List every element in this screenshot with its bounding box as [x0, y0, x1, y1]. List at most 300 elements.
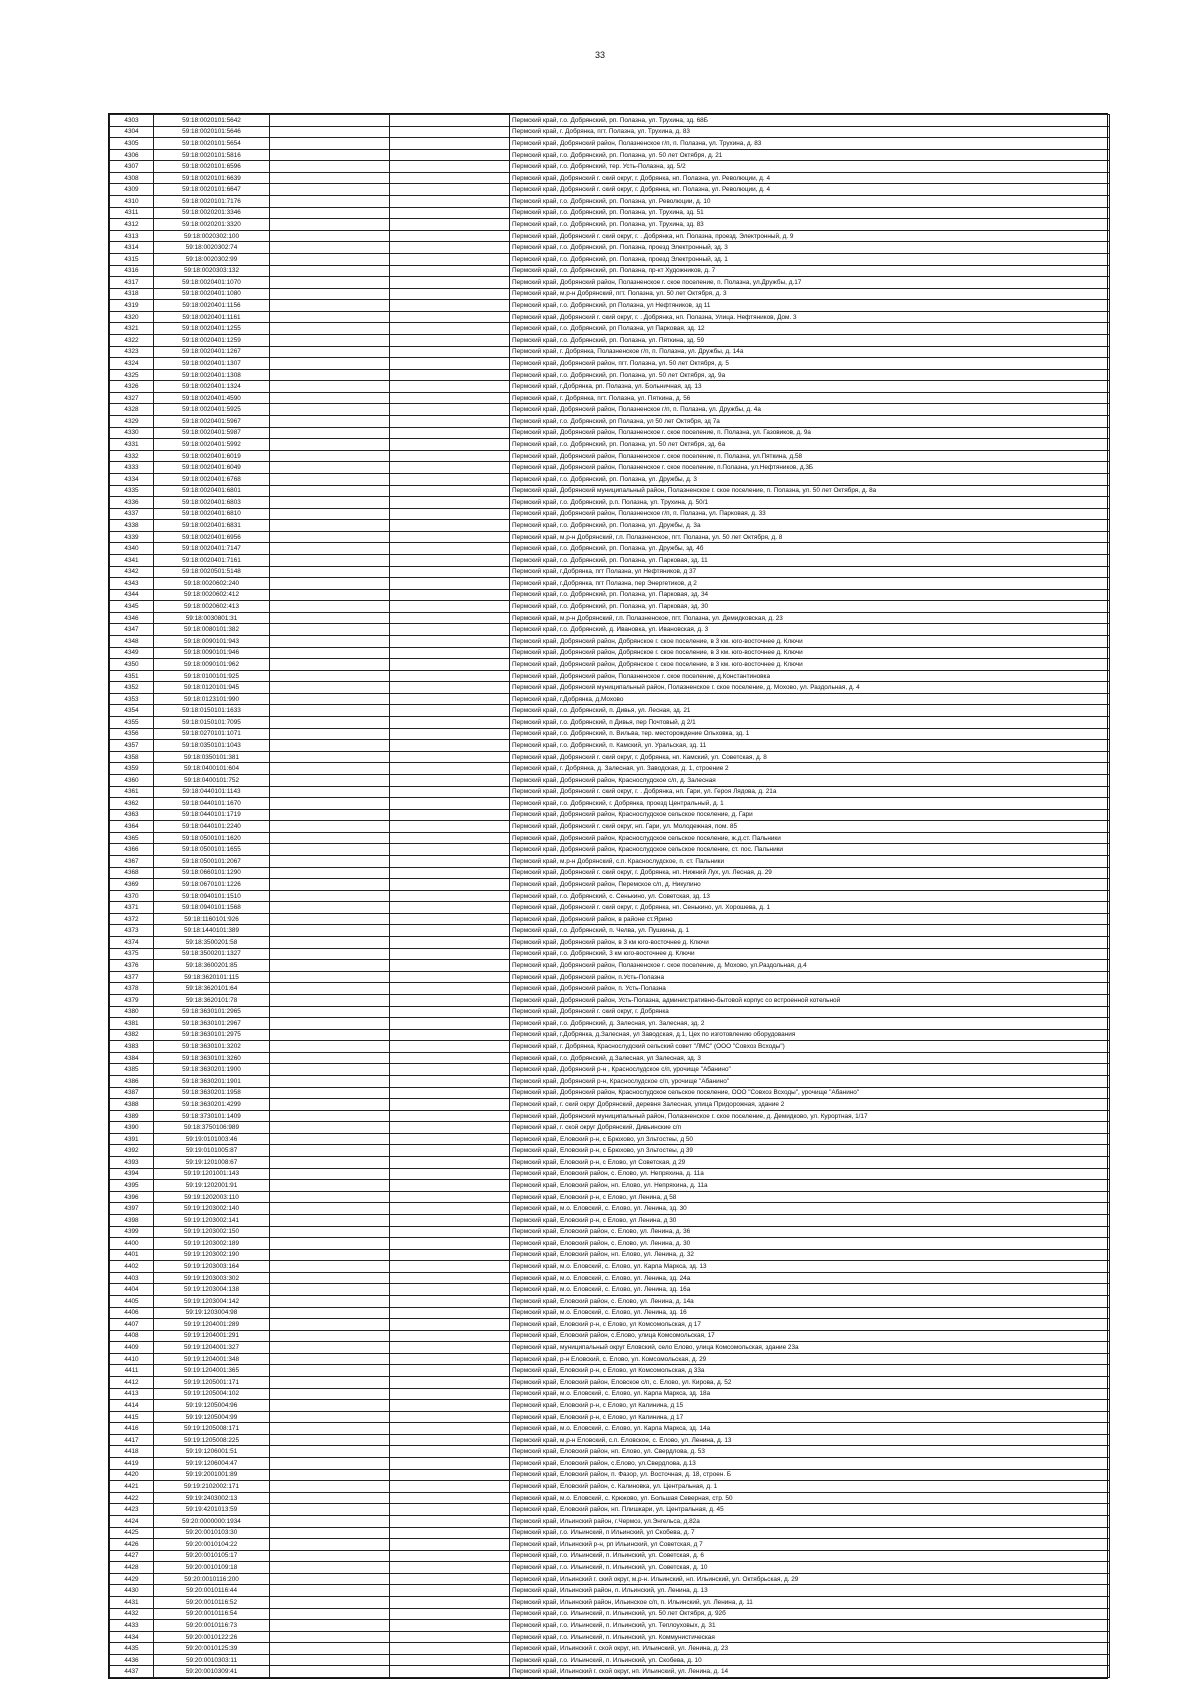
row-number: 4381: [110, 1018, 154, 1030]
row-number: 4348: [110, 636, 154, 648]
empty-cell: [270, 890, 390, 902]
address: Пермский край, г.о. Добрянский, п. Челва, ул. Пушкина, д. 1: [510, 925, 1110, 937]
empty-cell: [270, 1157, 390, 1169]
row-number: 4399: [110, 1226, 154, 1238]
row-number: 4363: [110, 809, 154, 821]
empty-cell: [270, 1214, 390, 1226]
empty-cell: [270, 994, 390, 1006]
empty-cell: [270, 1481, 390, 1493]
cadastral-number: 59:18:0020401:7161: [154, 554, 270, 566]
address: Пермский край, Добрянский г. ский округ, г. . Добрянка, нп. Полазна, Улица. Нефтяников, Дом. 3: [510, 311, 1110, 323]
empty-cell: [390, 334, 510, 346]
empty-cell: [390, 636, 510, 648]
empty-cell: [390, 1504, 510, 1516]
table-row: [110, 879, 1110, 891]
row-number: 4397: [110, 1203, 154, 1215]
empty-cell: [390, 1608, 510, 1620]
cadastral-number: 59:18:0020401:1255: [154, 323, 270, 335]
table-row: [110, 682, 1110, 694]
table-row: [110, 717, 1110, 729]
row-number: 4400: [110, 1238, 154, 1250]
row-number: 4424: [110, 1515, 154, 1527]
address: Пермский край, Добрянский р-н , Краснослудское с/п, урочище "Абанино": [510, 1064, 1110, 1076]
empty-cell: [270, 751, 390, 763]
empty-cell: [270, 1272, 390, 1284]
cadastral-number: 59:18:0440101:1670: [154, 798, 270, 810]
cadastral-number: 59:18:3630101:2965: [154, 1006, 270, 1018]
address: Пермский край, г.о. Добрянский, г. Добрянка, проезд Центральный, д. 1: [510, 798, 1110, 810]
empty-cell: [390, 740, 510, 752]
address: Пермский край, г.о. Добрянский, рп. Полазна, проезд Электронный, зд. 1: [510, 253, 1110, 265]
empty-cell: [390, 1122, 510, 1134]
table-row: [110, 983, 1110, 995]
empty-cell: [270, 358, 390, 370]
cadastral-number: 59:18:0500101:2067: [154, 856, 270, 868]
table-row: [110, 589, 1110, 601]
cadastral-number: 59:18:0020401:4590: [154, 392, 270, 404]
empty-cell: [270, 1064, 390, 1076]
row-number: 4419: [110, 1458, 154, 1470]
row-number: 4321: [110, 323, 154, 335]
address: Пермский край, Добрянский район, Краснослудское сельское поселение, ООО "Совхоз Всходы", урочище "Абанино": [510, 1087, 1110, 1099]
row-number: 4415: [110, 1411, 154, 1423]
cadastral-number: 59:18:0123101:990: [154, 693, 270, 705]
cadastral-number: 59:18:0500101:1655: [154, 844, 270, 856]
empty-cell: [390, 1075, 510, 1087]
table-row: [110, 948, 1110, 960]
table-row: [110, 358, 1110, 370]
empty-cell: [390, 774, 510, 786]
row-number: 4362: [110, 798, 154, 810]
address: Пермский край, Еловский район, нп. Елово, ул. Свердлова, д. 53: [510, 1446, 1110, 1458]
table-row: [110, 230, 1110, 242]
cadastral-number: 59:19:1204001:327: [154, 1342, 270, 1354]
empty-cell: [270, 196, 390, 208]
empty-cell: [270, 149, 390, 161]
table-row: [110, 1226, 1110, 1238]
row-number: 4432: [110, 1608, 154, 1620]
empty-cell: [270, 1515, 390, 1527]
address: Пермский край, Добрянский муниципальный район, Полазненское г. ское поселение, д. Демидково, ул. Курортная, 1/17: [510, 1110, 1110, 1122]
cadastral-number: 59:19:1203004:98: [154, 1307, 270, 1319]
empty-cell: [390, 1238, 510, 1250]
cadastral-number: 59:18:1440101:389: [154, 925, 270, 937]
address: Пермский край, г.о. Добрянский, с. Сенькино, ул. Советская, зд. 13: [510, 890, 1110, 902]
cadastral-number: 59:18:0020401:5987: [154, 427, 270, 439]
table-row: [110, 1029, 1110, 1041]
address: Пермский край, Еловский р-н, с Брюхово, ул Зльтостеы, д 50: [510, 1133, 1110, 1145]
address: Пермский край, Добрянский район, Добрянское г. ское поселение, в 3 км. юго-восточнее д. Ключи: [510, 659, 1110, 671]
cadastral-number: 59:18:0940101:1568: [154, 902, 270, 914]
cadastral-number: 59:19:1204001:289: [154, 1319, 270, 1331]
empty-cell: [390, 219, 510, 231]
table-row: [110, 774, 1110, 786]
row-number: 4435: [110, 1643, 154, 1655]
row-number: 4421: [110, 1481, 154, 1493]
address: Пермский край, г.о. Добрянский, рп. Полазна, ул. 50 лет Октября, зд. 6а: [510, 439, 1110, 451]
row-number: 4388: [110, 1099, 154, 1111]
empty-cell: [390, 890, 510, 902]
table-row: [110, 1365, 1110, 1377]
empty-cell: [270, 1446, 390, 1458]
row-number: 4402: [110, 1261, 154, 1273]
empty-cell: [390, 161, 510, 173]
table-row: [110, 1515, 1110, 1527]
cadastral-number: 59:20:0010104:22: [154, 1539, 270, 1551]
empty-cell: [270, 601, 390, 613]
cadastral-number: 59:18:3630101:2975: [154, 1029, 270, 1041]
address: Пермский край, Ильинский район, п. Ильинский, ул. Ленина, д. 13: [510, 1585, 1110, 1597]
empty-cell: [390, 138, 510, 150]
cadastral-number: 59:18:0440101:1143: [154, 786, 270, 798]
row-number: 4414: [110, 1400, 154, 1412]
empty-cell: [390, 670, 510, 682]
table-row: [110, 1330, 1110, 1342]
table-row: [110, 520, 1110, 532]
row-number: 4407: [110, 1319, 154, 1331]
cadastral-number: 59:19:1205001:171: [154, 1377, 270, 1389]
cadastral-number: 59:18:3500201:1327: [154, 948, 270, 960]
row-number: 4349: [110, 647, 154, 659]
address: Пермский край, г.о. Добрянский, рп. Полазна, ул. Трухина, зд. 68Б: [510, 115, 1110, 127]
empty-cell: [270, 242, 390, 254]
empty-cell: [390, 1099, 510, 1111]
cadastral-number: 59:18:0020401:1161: [154, 311, 270, 323]
cadastral-number: 59:19:1205008:171: [154, 1423, 270, 1435]
empty-cell: [390, 1446, 510, 1458]
empty-cell: [390, 473, 510, 485]
empty-cell: [270, 1330, 390, 1342]
cadastral-number: 59:20:0010125:39: [154, 1643, 270, 1655]
address: Пермский край, г.о. Добрянский, д. Ивановка, ул. Ивановская, д. 3: [510, 624, 1110, 636]
cadastral-number: 59:18:0020602:413: [154, 601, 270, 613]
empty-cell: [390, 1029, 510, 1041]
empty-cell: [270, 612, 390, 624]
address: Пермский край, р-н Еловский, с. Елово, ул. Комсомольская, д. 29: [510, 1353, 1110, 1365]
cadastral-number: 59:19:0101005:87: [154, 1145, 270, 1157]
empty-cell: [270, 115, 390, 127]
table-row: [110, 1400, 1110, 1412]
empty-cell: [270, 485, 390, 497]
row-number: 4418: [110, 1446, 154, 1458]
row-number: 4346: [110, 612, 154, 624]
address: Пермский край, Добрянский район, пгт. Полазна, ул. 50 лет Октября, д. 5: [510, 358, 1110, 370]
empty-cell: [270, 1597, 390, 1609]
table-row: [110, 867, 1110, 879]
empty-cell: [390, 994, 510, 1006]
empty-cell: [390, 902, 510, 914]
row-number: 4333: [110, 462, 154, 474]
row-number: 4405: [110, 1295, 154, 1307]
empty-cell: [270, 948, 390, 960]
row-number: 4322: [110, 334, 154, 346]
address: Пермский край, Добрянский район, Полазненское г. ское поселение, п.Полазна, ул.Нефтяников, д.3Б: [510, 462, 1110, 474]
table-row: [110, 346, 1110, 358]
row-number: 4398: [110, 1214, 154, 1226]
empty-cell: [270, 1122, 390, 1134]
table-row: [110, 473, 1110, 485]
cadastral-number: 59:18:3630201:4299: [154, 1099, 270, 1111]
empty-cell: [390, 879, 510, 891]
empty-cell: [390, 1168, 510, 1180]
cadastral-number: 59:18:0120101:945: [154, 682, 270, 694]
row-number: 4393: [110, 1157, 154, 1169]
empty-cell: [390, 543, 510, 555]
table-row: [110, 647, 1110, 659]
address: Пермский край, Еловский р-н, с Елово, ул Комсомольская, д 33а: [510, 1365, 1110, 1377]
row-number: 4437: [110, 1666, 154, 1678]
empty-cell: [270, 288, 390, 300]
empty-cell: [390, 1272, 510, 1284]
table-row: [110, 508, 1110, 520]
table-row: [110, 288, 1110, 300]
empty-cell: [270, 1075, 390, 1087]
row-number: 4326: [110, 381, 154, 393]
empty-cell: [270, 450, 390, 462]
table-row: [110, 1168, 1110, 1180]
address: Пермский край, Добрянский район, Добрянское г. ское поселение, в 3 км. юго-восточнее д. Ключи: [510, 647, 1110, 659]
empty-cell: [390, 531, 510, 543]
table-row: [110, 1157, 1110, 1169]
row-number: 4354: [110, 705, 154, 717]
address: Пермский край, г.о. Добрянский, д.Залесная, ул Залесная, зд. 3: [510, 1052, 1110, 1064]
row-number: 4313: [110, 230, 154, 242]
empty-cell: [390, 624, 510, 636]
table-row: [110, 832, 1110, 844]
address: Пермский край, Добрянский район, Краснослудское сельское поселение, д. Гари: [510, 809, 1110, 821]
address: Пермский край, Еловский р-н, с Елово, ул Ленина, д 30: [510, 1214, 1110, 1226]
cadastral-number: 59:19:1203004:138: [154, 1284, 270, 1296]
cadastral-number: 59:19:1205004:99: [154, 1411, 270, 1423]
empty-cell: [390, 693, 510, 705]
cadastral-number: 59:18:0020401:1080: [154, 288, 270, 300]
empty-cell: [390, 1620, 510, 1632]
empty-cell: [390, 427, 510, 439]
address: Пермский край, г. ский округ Добрянский, деревня Залесная, улица Придорожная, здание 2: [510, 1099, 1110, 1111]
address: Пермский край, г. ской округ Добрянский, Дивьинские с/п: [510, 1122, 1110, 1134]
cadastral-number: 59:18:0020303:132: [154, 265, 270, 277]
address: Пермский край, г.о. Добрянский, рп. Полазна, ул. Дружбы, д. 3а: [510, 520, 1110, 532]
empty-cell: [270, 960, 390, 972]
empty-cell: [390, 115, 510, 127]
address: Пермский край, Добрянский район, Полазненское г/п, п. Полазна, ул. Дружбы, д. 4а: [510, 404, 1110, 416]
empty-cell: [390, 196, 510, 208]
address: Пермский край, г.о. Добрянский, рп. Полазна, ул. Революции, д. 10: [510, 196, 1110, 208]
address: Пермский край, г.о. Добрянский, рп Полазна, ул 50 лет Октября, зд 7а: [510, 416, 1110, 428]
empty-cell: [270, 717, 390, 729]
row-number: 4311: [110, 207, 154, 219]
address: Пермский край, Еловский район, с. Елово, ул. Ленина, д. 36: [510, 1226, 1110, 1238]
row-number: 4315: [110, 253, 154, 265]
table-row: [110, 1573, 1110, 1585]
address: Пермский край, Ильинский г. ской округ, нп. Ильинский, ул. Ленина, д. 23: [510, 1643, 1110, 1655]
address: Пермский край, г. Добрянка, д. Залесная, ул. Заводская, д. 1, строение 2: [510, 763, 1110, 775]
row-number: 4320: [110, 311, 154, 323]
table-row: [110, 1504, 1110, 1516]
table-row: [110, 821, 1110, 833]
empty-cell: [390, 1180, 510, 1192]
empty-cell: [270, 184, 390, 196]
address: Пермский край, Добрянский г. ский округ, г. . Добрянка, нп. Полазна, проезд. Электронный, д. 9: [510, 230, 1110, 242]
cadastral-number: 59:19:0101003:46: [154, 1133, 270, 1145]
address: Пермский край, Добрянский район, Краснослудское сельское поселение, ж.д.ст. Пальники: [510, 832, 1110, 844]
table-row: [110, 207, 1110, 219]
empty-cell: [390, 1353, 510, 1365]
table-row: [110, 1191, 1110, 1203]
row-number: 4366: [110, 844, 154, 856]
empty-cell: [390, 288, 510, 300]
empty-cell: [390, 1562, 510, 1574]
table-row: [110, 971, 1110, 983]
address: Пермский край, м.р-н Еловский, с.п. Еловское, с. Елово, ул. Ленина, д. 13: [510, 1434, 1110, 1446]
table-row: [110, 578, 1110, 590]
table-row: [110, 1666, 1110, 1678]
table-row: [110, 404, 1110, 416]
address: Пермский край, Добрянский г. ский округ, г. . Добрянка, нп. Гари, ул. Героя Лядова, д. 21а: [510, 786, 1110, 798]
empty-cell: [390, 1434, 510, 1446]
address: Пермский край, г.Добрянка, д.Мохово: [510, 693, 1110, 705]
address: Пермский край, г. Добрянка, Краснослудский сельский совет "ЛМС" (ООО "Совхоз Всходы"): [510, 1041, 1110, 1053]
empty-cell: [390, 520, 510, 532]
table-row: [110, 369, 1110, 381]
table-row: [110, 740, 1110, 752]
table-row: [110, 277, 1110, 289]
empty-cell: [390, 566, 510, 578]
registry-table: [108, 113, 1108, 1679]
empty-cell: [270, 578, 390, 590]
empty-cell: [390, 381, 510, 393]
cadastral-number: 59:18:0020401:6768: [154, 473, 270, 485]
table-row: [110, 543, 1110, 555]
empty-cell: [270, 311, 390, 323]
row-number: 4364: [110, 821, 154, 833]
empty-cell: [270, 1608, 390, 1620]
cadastral-number: 59:18:0400101:604: [154, 763, 270, 775]
row-number: 4306: [110, 149, 154, 161]
cadastral-number: 59:18:0100101:925: [154, 670, 270, 682]
table-row: [110, 925, 1110, 937]
address: Пермский край, Еловский район, п. Фазор, ул. Восточная, д. 18, строен. Б: [510, 1469, 1110, 1481]
table-row: [110, 1249, 1110, 1261]
empty-cell: [270, 161, 390, 173]
cadastral-number: 59:18:0020101:7176: [154, 196, 270, 208]
row-number: 4304: [110, 126, 154, 138]
address: Пермский край, г. Добрянка, Полазненское г/п, п. Полазна, ул. Дружбы, д. 14а: [510, 346, 1110, 358]
address: Пермский край, г.Добрянка, д.Залесная, ул Заводская, д.1, Цех по изготовлению оборудования: [510, 1029, 1110, 1041]
empty-cell: [390, 1110, 510, 1122]
empty-cell: [270, 1041, 390, 1053]
empty-cell: [390, 416, 510, 428]
table-row: [110, 902, 1110, 914]
address: Пермский край, Ильинский г. ской округ, нп. Ильинский, ул. Ленина, д. 14: [510, 1666, 1110, 1678]
empty-cell: [270, 172, 390, 184]
cadastral-number: 59:18:0020401:1070: [154, 277, 270, 289]
address: Пермский край, г.о. Добрянский, рп. Полазна, ул. Трухина, зд. 83: [510, 219, 1110, 231]
address: Пермский край, г.Добрянка, пгт Полазна, пер Энергетиков, д 2: [510, 578, 1110, 590]
empty-cell: [270, 1238, 390, 1250]
address: Пермский край, г.о. Добрянский, 3 км юго-восточнее д. Ключи: [510, 948, 1110, 960]
empty-cell: [390, 1226, 510, 1238]
table-row: [110, 1458, 1110, 1470]
registry-rows: [110, 115, 1110, 1678]
table-row: [110, 960, 1110, 972]
empty-cell: [390, 149, 510, 161]
address: Пермский край, Ильинский район, г.Чермоз, ул.Энгельса, д.82а: [510, 1515, 1110, 1527]
address: Пермский край, Ильинский р-н, рп Ильинский, ул Советская, д 7: [510, 1539, 1110, 1551]
address: Пермский край, Добрянский г. ский округ, г. Добрянка, нп. Нижний Лух, ул. Лесная, д. 29: [510, 867, 1110, 879]
empty-cell: [390, 682, 510, 694]
row-number: 4385: [110, 1064, 154, 1076]
empty-cell: [390, 230, 510, 242]
address: Пермский край, Еловский район, с. Елово, ул. Ленина, д. 30: [510, 1238, 1110, 1250]
cadastral-number: 59:18:0020401:1307: [154, 358, 270, 370]
cadastral-number: 59:19:1206004:47: [154, 1458, 270, 1470]
row-number: 4374: [110, 937, 154, 949]
cadastral-number: 59:18:0090101:946: [154, 647, 270, 659]
empty-cell: [270, 323, 390, 335]
row-number: 4325: [110, 369, 154, 381]
row-number: 4420: [110, 1469, 154, 1481]
address: Пермский край, Добрянский район, Полазненское г/п, п. Полазна, ул. Трухина, д. 83: [510, 138, 1110, 150]
row-number: 4330: [110, 427, 154, 439]
empty-cell: [270, 670, 390, 682]
cadastral-number: 59:18:0020401:1267: [154, 346, 270, 358]
row-number: 4386: [110, 1075, 154, 1087]
cadastral-number: 59:18:0020401:1156: [154, 300, 270, 312]
row-number: 4365: [110, 832, 154, 844]
address: Пермский край, м.о. Еловский, с. Елово, ул. Карла Маркса, зд. 14а: [510, 1423, 1110, 1435]
address: Пермский край, Добрянский район, Полазненское г. ское поселение, п. Полазна, ул.Пяткина, д.58: [510, 450, 1110, 462]
cadastral-number: 59:18:0020401:1259: [154, 334, 270, 346]
cadastral-number: 59:18:0020401:5992: [154, 439, 270, 451]
table-row: [110, 439, 1110, 451]
empty-cell: [270, 554, 390, 566]
empty-cell: [270, 1643, 390, 1655]
cadastral-number: 59:18:3750106:989: [154, 1122, 270, 1134]
cadastral-number: 59:18:0440101:2240: [154, 821, 270, 833]
cadastral-number: 59:18:0940101:1510: [154, 890, 270, 902]
table-row: [110, 612, 1110, 624]
cadastral-number: 59:19:1203004:142: [154, 1295, 270, 1307]
address: Пермский край, Добрянский район, Полазненское г. ское поселение, д.Константиновка: [510, 670, 1110, 682]
address: Пермский край, г.о. Добрянский, п. Вильва, тер. месторождение Ольховка, зд. 1: [510, 728, 1110, 740]
cadastral-number: 59:19:1203003:302: [154, 1272, 270, 1284]
row-number: 4316: [110, 265, 154, 277]
address: Пермский край, Еловский район, с.Елово, улица Комсомольская, 17: [510, 1330, 1110, 1342]
address: Пермский край, г.о. Ильинский, п. Ильинский, ул. Советская, д. 6: [510, 1550, 1110, 1562]
row-number: 4394: [110, 1168, 154, 1180]
cadastral-number: 59:18:3500201:58: [154, 937, 270, 949]
address: Пермский край, г.о. Добрянский, рп. Полазна, ул. Парковая, зд. 11: [510, 554, 1110, 566]
row-number: 4331: [110, 439, 154, 451]
row-number: 4307: [110, 161, 154, 173]
cadastral-number: 59:20:0010109:18: [154, 1562, 270, 1574]
empty-cell: [270, 867, 390, 879]
cadastral-number: 59:19:1203002:141: [154, 1214, 270, 1226]
cadastral-number: 59:19:1201001:143: [154, 1168, 270, 1180]
cadastral-number: 59:19:2403002:13: [154, 1492, 270, 1504]
address: Пермский край, г.о. Добрянский, рп. Полазна, пр-кт Художников, д. 7: [510, 265, 1110, 277]
cadastral-number: 59:19:1204001:291: [154, 1330, 270, 1342]
address: Пермский край, г.о. Ильинский, п. Ильинский, ул. Коммунистическая: [510, 1631, 1110, 1643]
empty-cell: [390, 1284, 510, 1296]
empty-cell: [270, 1006, 390, 1018]
table-row: [110, 1446, 1110, 1458]
empty-cell: [270, 1018, 390, 1030]
empty-cell: [270, 300, 390, 312]
address: Пермский край, Добрянский г. ский округ, нп. Гари, ул. Молодежная, пом. 85: [510, 821, 1110, 833]
row-number: 4323: [110, 346, 154, 358]
